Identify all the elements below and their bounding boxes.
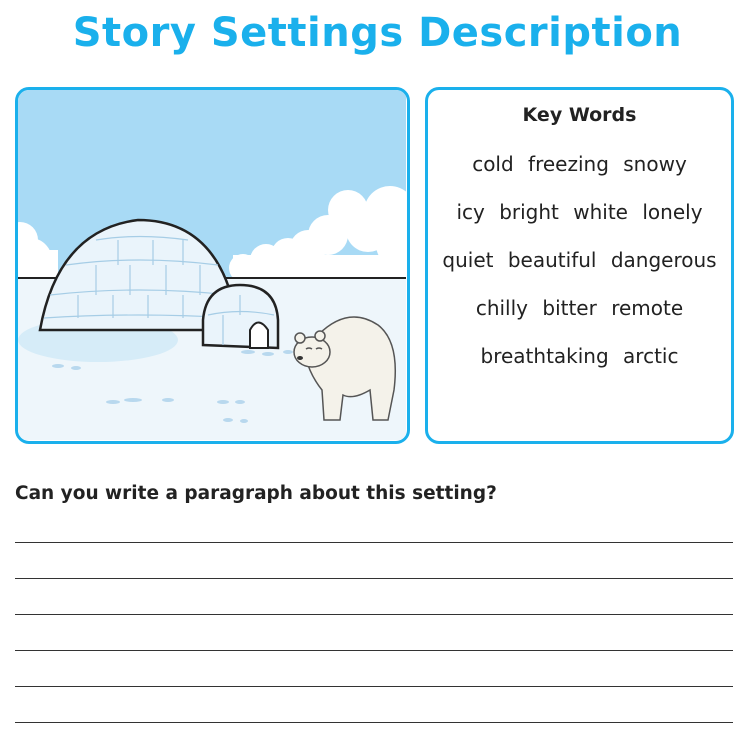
key-word: bright xyxy=(499,200,559,224)
key-word: arctic xyxy=(623,344,679,368)
writing-line[interactable] xyxy=(15,578,733,579)
key-words-row xyxy=(428,296,731,320)
key-word: lonely xyxy=(642,200,703,224)
key-word: remote xyxy=(611,296,684,320)
writing-line[interactable] xyxy=(15,686,733,687)
key-words-heading: Key Words xyxy=(522,104,637,126)
key-word: snowy xyxy=(623,152,687,176)
writing-line[interactable] xyxy=(15,614,733,615)
key-words-row xyxy=(428,344,731,368)
page-title: Story Settings Description xyxy=(72,10,683,56)
key-word: cold xyxy=(472,152,514,176)
key-word: dangerous xyxy=(610,248,717,272)
key-words-row xyxy=(428,248,731,272)
key-word: beautiful xyxy=(507,248,597,272)
key-words-panel xyxy=(425,87,734,444)
key-word: freezing xyxy=(528,152,609,176)
setting-picture-panel xyxy=(15,87,410,444)
arctic-scene-illustration xyxy=(18,90,406,440)
writing-prompt: Can you write a paragraph about this setting? xyxy=(15,483,497,504)
writing-line[interactable] xyxy=(15,650,733,651)
key-word: bitter xyxy=(542,296,597,320)
writing-line[interactable] xyxy=(15,722,733,723)
key-words-row xyxy=(428,152,731,176)
key-word: white xyxy=(573,200,628,224)
key-words-row xyxy=(428,200,731,224)
key-word: breathtaking xyxy=(480,344,609,368)
key-word: icy xyxy=(456,200,485,224)
writing-line[interactable] xyxy=(15,542,733,543)
key-word: chilly xyxy=(475,296,529,320)
key-word: quiet xyxy=(442,248,494,272)
